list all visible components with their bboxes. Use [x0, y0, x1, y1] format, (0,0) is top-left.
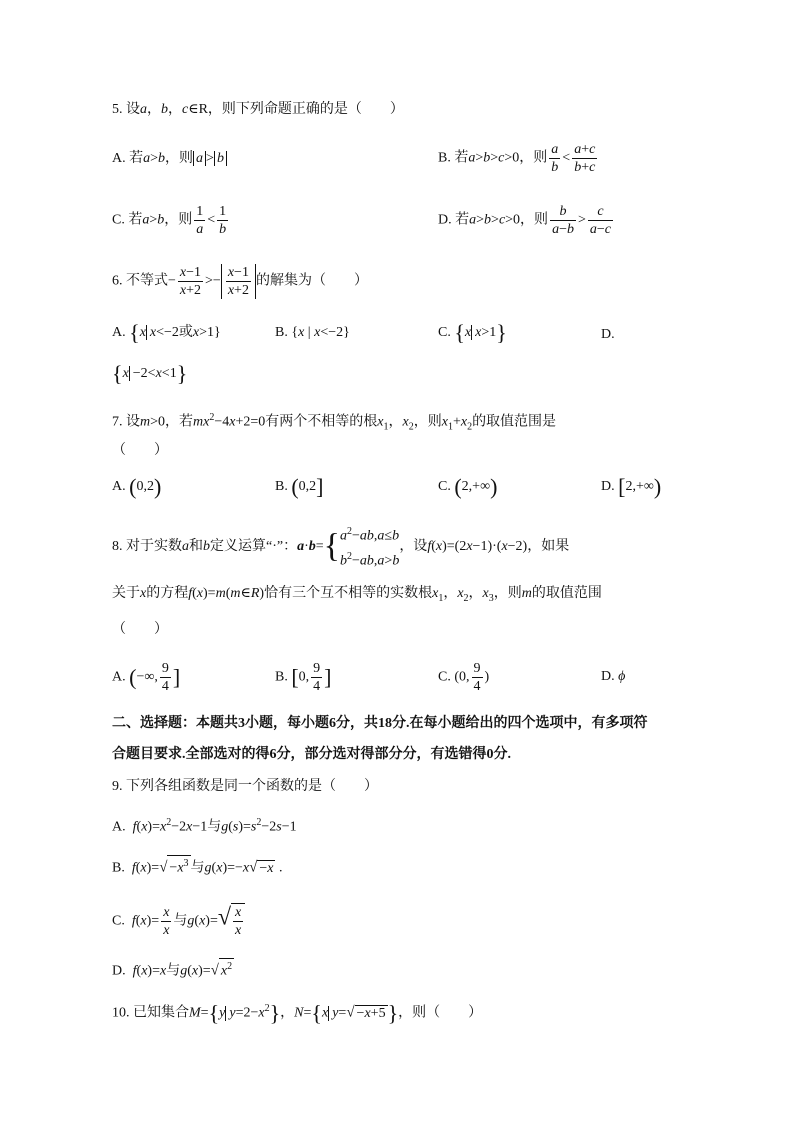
q5-option-d: D. 若a>b>c>0，则 $\frac{b}{a-b}$ > $\frac{c}{a-c}$ [438, 204, 611, 237]
q6-option-d-continued: {x −2<x<1} [112, 361, 188, 386]
q5-stem: 5. 设a，b，c∈R，则下列命题正确的是（ ） [112, 102, 404, 117]
section2-heading-line2: 合题目要求.全部选对的得6分，部分选对得部分分，有选错得0分. [112, 747, 511, 762]
q7-option-a: A. (0,2) [112, 474, 162, 499]
section2-heading-line1: 二、选择题：本题共3小题，每小题6分，共18分.在每小题给出的四个选项中，有多项符 [112, 716, 648, 731]
q6-option-b: B. {x | x<−2} [275, 325, 350, 340]
q5-option-a: A. 若a>b，则 a > b [112, 149, 227, 169]
q8-paren: （ ） [112, 622, 168, 637]
q8-option-c: C. (0, $\frac{9}{4}$ ) [438, 661, 490, 694]
q8-stem-line2: 关于x的方程f(x)=m(m∈R)恰有三个互不相等的实数根$x_1$，$x_2$，$x_3$，则m的取值范围 [112, 586, 602, 604]
q7-option-b: B. (0,2] [275, 474, 324, 499]
q9-option-d: D. f(x)=x与g(x)=√ $x^2$ [112, 958, 234, 982]
q5-option-c: C. 若a>b，则 $\frac{1}{a}$ < $\frac{1}{b}$ [112, 204, 227, 237]
q9-option-a: A. $f(x)=x^2-2x-1$与$g(s)=s^2-2s-1$ [112, 817, 297, 835]
q9-option-c: C. f(x)= $\frac{x}{x}$ 与g(x)=√ $\frac{x}{x}$ [112, 903, 245, 939]
q7-paren: （ ） [112, 443, 168, 458]
q6-stem: 6. 不等式− $\frac{x-1}{x+2}$ >− $\frac{x-1}{x+2}$ 的解集为（ ） [112, 265, 368, 298]
q6-option-d: D. [601, 327, 615, 342]
q7-option-d: D. [2,+∞) [601, 474, 662, 499]
q5-option-b: B. 若a>b>c>0，则 $\frac{a}{b}$ < $\frac{a+c}{b+c}$ [438, 142, 596, 175]
q8-option-b: B. [0, $\frac{9}{4}$ ] [275, 661, 332, 694]
q10-stem: 10. 已知集合M={y $y=2-x^2$}，N={x y=√ −x+5}，则（ ） [112, 1000, 483, 1026]
q7-stem: 7. 设m>0，若$mx^2-4x+2=0$有两个不相等的根$x_1$，$x_2$，则$x_1+x_2$的取值范围是 [112, 412, 557, 433]
q6-option-a: A. {x x<−2或x>1} [112, 320, 221, 345]
q8-option-d: D. ϕ [601, 669, 626, 684]
q6-option-c: C. {x x>1} [438, 320, 507, 345]
q8-stem: 8. 对于实数a和b定义运算“·”：a·b={ $a^2-ab,a\le b$ $b^2-ab,a>b$ ，设f(x)=(2x−1)·(x−2)，如果 [112, 526, 570, 569]
q9-option-b: B. $f(x)=√ -x^3$ 与g(x)=−x√ −x . [112, 855, 282, 879]
q8-option-a: A. (−∞, $\frac{9}{4}$ ] [112, 661, 181, 694]
q7-option-c: C. (2,+∞) [438, 474, 498, 499]
q9-stem: 9. 下列各组函数是同一个函数的是（ ） [112, 779, 378, 794]
